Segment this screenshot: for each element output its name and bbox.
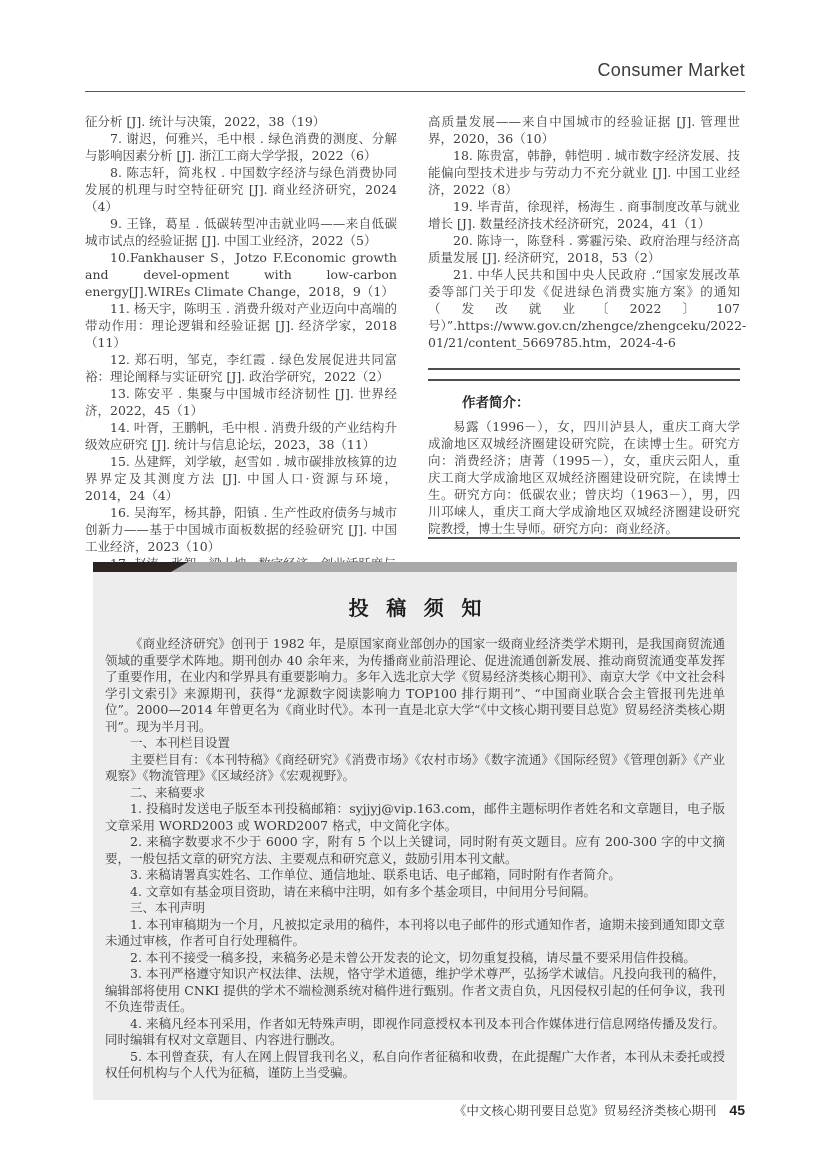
separator-line xyxy=(428,379,740,381)
notice-paragraph: 4. 文章如有基金项目资助，请在来稿中注明，如有多个基金项目，中间用分号间隔。 xyxy=(130,883,596,899)
reference-item: 11. 杨天宇，陈明玉 . 消费升级对产业迈向中高端的带动作用：理论逻辑和经验证据 [J]. 经济学家，2018（11） xyxy=(85,301,397,350)
reference-item: 14. 叶胥，王鹏帆，毛中根 . 消费升级的产业结构升级效应研究 [J]. 统计与信息论坛，2023，38（11） xyxy=(85,420,397,452)
header-rule xyxy=(85,91,745,92)
notice-paragraph: 3. 本刊严格遵守知识产权法律、法规，恪守学术道德，维护学术尊严，弘扬学术诚信。凡投向我刊的稿件，编辑部将使用 CNKI 提供的学术不端检测系统对稿件进行甄别。作者文责自负，凡因侵权引起的任何争议，我刊不负连带责任。 xyxy=(105,966,725,1014)
footer-journal-label: 《中文核心期刊要目总览》贸易经济类核心期刊 xyxy=(453,1104,717,1118)
reference-item: 9. 王锋，葛星 . 低碳转型冲击就业吗——来自低碳城市试点的经验证据 [J]. 中国工业经济，2022（5） xyxy=(85,216,397,248)
notice-body xyxy=(93,572,737,1100)
reference-item: 19. 毕青苗，徐现祥，杨海生 . 商事制度改革与就业增长 [J]. 数量经济技术经济研究，2024，41（1） xyxy=(428,199,740,231)
reference-item: 7. 谢迟，何雅兴，毛中根 . 绿色消费的测度、分解与影响因素分析 [J]. 浙江工商大学学报，2022（6） xyxy=(85,131,397,163)
reference-item: 高质量发展——来自中国城市的经验证据 [J]. 管理世界，2020，36（10） xyxy=(428,114,740,146)
separator-line xyxy=(428,537,740,539)
references-right-column xyxy=(428,113,747,351)
reference-item: 21. 中华人民共和国中央人民政府 .“国家发展改革委等部门关于印发《促进绿色消费实施方案》的通知（发改就业〔2022〕107 号）”.https://www.gov.cn/zhengce/zhengceku/2022-01/21/content_5669785.htm，2024-4-6 xyxy=(428,267,747,350)
notice-paragraph: 3. 来稿请署真实姓名、工作单位、通信地址、联系电话、电子邮箱，同时附有作者简介。 xyxy=(130,867,621,882)
reference-item: 10.Fankhauser S，Jotzo F.Economic growth and devel-opment with low-carbon energy[J].WIREs Climate Change，2018，9（1） xyxy=(85,250,397,299)
reference-item: 16. 吴海军，杨其静，阳镇 . 生产性政府债务与城市创新力——基于中国城市面板数据的经验研究 [J]. 中国工业经济，2023（10） xyxy=(85,505,397,554)
reference-item: 18. 陈贵富，韩静，韩恺明 . 城市数字经济发展、技能偏向型技术进步与劳动力不充分就业 [J]. 中国工业经济，2022（8） xyxy=(428,148,740,197)
notice-section-heading: 三、本刊声明 xyxy=(130,900,206,915)
reference-item: 征分析 [J]. 统计与决策，2022，38（19） xyxy=(85,114,326,129)
reference-item: 15. 丛建辉，刘学敏，赵雪如 . 城市碳排放核算的边界界定及其测度方法 [J]. 中国人口·资源与环境，2014，24（4） xyxy=(85,454,397,503)
submission-notice-box xyxy=(93,562,737,1100)
notice-paragraph: 《商业经济研究》创刊于 1982 年，是原国家商业部创办的国家一级商业经济类学术期刊，是我国商贸流通领域的重要学术阵地。期刊创办 40 余年来，为传播商业前沿理论、促进流通创新发展、推动商贸流通变革发挥了重要作用，在业内和学界具有重要影响力。多年入选北京大学《贸易经济类核心期刊》、南京大学《中文社会科学引文索引》来源期刊，获得“龙源数字阅读影响力 TOP100 排行期刊”、“中国商业联合会主管报刊先进单位”。2000—2014 年曾更名为《商业时代》。本刊一直是北京大学“《中文核心期刊要目总览》贸易经济类核心期刊”。现为半月刊。 xyxy=(105,636,725,734)
separator-line xyxy=(428,368,740,370)
notice-paragraph: 2. 本刊不接受一稿多投，来稿务必是未曾公开发表的论文，切勿重复投稿，请尽量不要采用信件投稿。 xyxy=(130,949,696,965)
notice-top-bar-dark-accent xyxy=(93,562,188,572)
reference-item: 12. 郑石明，邹克，李红霞 . 绿色发展促进共同富裕：理论阐释与实证研究 [J]. 政治学研究，2022（2） xyxy=(85,352,397,384)
notice-paragraph: 1. 本刊审稿期为一个月，凡被拟定录用的稿件，本刊将以电子邮件的形式通知作者，逾期未接到通知即文章未通过审核，作者可自行处理稿件。 xyxy=(105,916,725,948)
notice-paragraph: 5. 本刊曾查获，有人在网上假冒我刊名义，私自向作者征稿和收费，在此提醒广大作者，本刊从未委托或授权任何机构与个人代为征稿，谨防上当受骗。 xyxy=(105,1048,725,1080)
notice-section-heading: 二、来稿要求 xyxy=(130,784,206,800)
notice-title: 投 稿 须 知 xyxy=(348,598,488,620)
page-header-title: Consumer Market xyxy=(597,60,745,80)
reference-item: 20. 陈诗一，陈登科 . 雾霾污染、政府治理与经济高质量发展 [J]. 经济研究，2018，53（2） xyxy=(428,233,740,265)
reference-item: 8. 陈志轩，简兆权 . 中国数字经济与绿色消费协同发展的机理与时空特征研究 [J]. 商业经济研究，2024（4） xyxy=(85,165,397,214)
references-left-column xyxy=(85,113,397,572)
notice-top-bar xyxy=(93,562,737,572)
author-bio-body: 易露（1996－），女，四川泸县人，重庆工商大学成渝地区双城经济圈建设研究院，在读博士生。研究方向：消费经济；唐菁（1995－），女，重庆云阳人，重庆工商大学成渝地区双城经济圈建设研究院，在读博士生。研究方向：低碳农业；曾庆均（1963－），男，四川邛崃人，重庆工商大学成渝地区双城经济圈建设研究院教授，博士生导师。研究方向：商业经济。 xyxy=(428,419,740,536)
author-bio-heading: 作者简介： xyxy=(462,395,530,410)
author-bio-section xyxy=(428,391,740,537)
page-footer xyxy=(454,1101,745,1119)
notice-paragraph: 4. 来稿凡经本刊采用，作者如无特殊声明，即视作同意授权本刊及本刊合作媒体进行信息网络传播及发行。同时编辑有权对文章题目、内容进行删改。 xyxy=(105,1015,725,1047)
notice-paragraph: 2. 来稿字数要求不少于 6000 字，附有 5 个以上关键词，同时附有英文题目。应有 200-300 字的中文摘要，一般包括文章的研究方法、主要观点和研究意义，鼓励引用本刊文献。 xyxy=(105,834,725,866)
footer-page-number: 45 xyxy=(729,1102,745,1118)
notice-paragraph: 1. 投稿时发送电子版至本刊投稿邮箱：syjjyj@vip.163.com，邮件主题标明作者姓名和文章题目，电子版文章采用 WORD2003 或 WORD2007 格式，中文简化字体。 xyxy=(105,801,725,833)
notice-section-heading: 一、本刊栏目设置 xyxy=(130,735,231,750)
notice-paragraph: 主要栏目有：《本刊特稿》《商经研究》《消费市场》《农村市场》《数字流通》《国际经贸》《管理创新》《产业观察》《物流管理》《区域经济》《宏观视野》。 xyxy=(105,751,725,783)
reference-item: 13. 陈安平 . 集聚与中国城市经济韧性 [J]. 世界经济，2022，45（1） xyxy=(85,386,397,418)
